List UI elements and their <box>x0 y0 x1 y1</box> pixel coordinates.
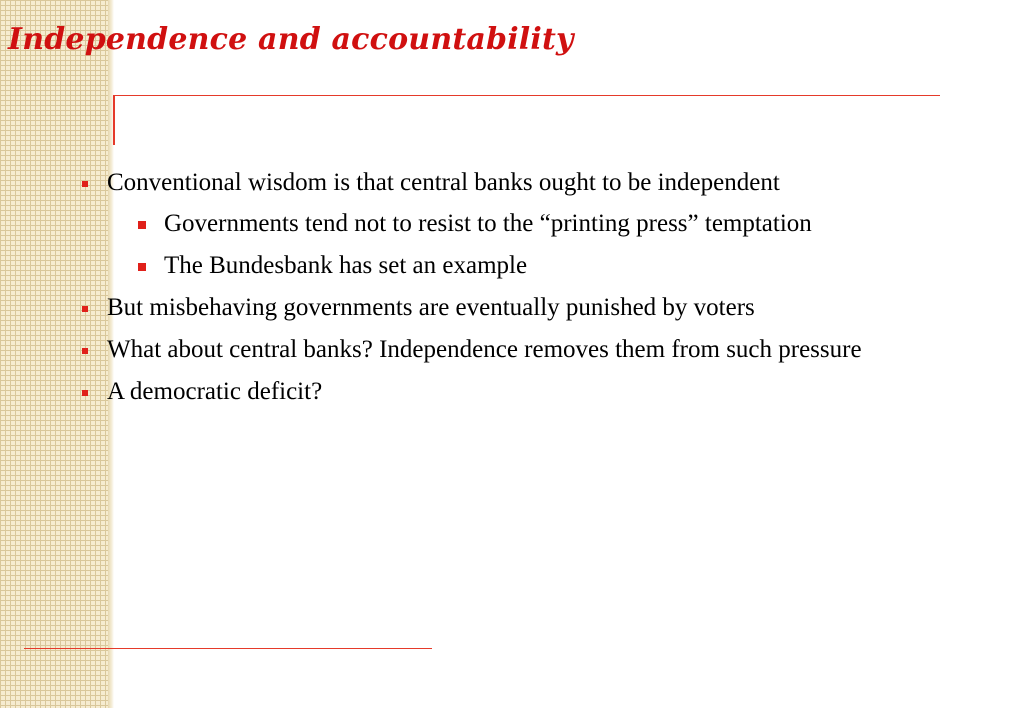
bullet-square-icon <box>82 181 88 187</box>
bullet-text: But misbehaving governments are eventually punished by voters <box>107 294 755 321</box>
bullet-text: Conventional wisdom is that central banks ought to be independent <box>107 169 780 196</box>
sub-bullet-square-icon <box>138 263 146 271</box>
bullet-item <box>78 166 978 282</box>
title-underline-rule <box>113 95 940 96</box>
sub-bullet-text: The Bundesbank has set an example <box>164 252 528 279</box>
sub-bullet-item <box>135 249 978 282</box>
slide-body <box>78 166 978 417</box>
bullet-square-icon <box>82 348 88 354</box>
bullet-square-icon <box>82 306 88 312</box>
sub-bullet-item <box>135 207 978 240</box>
sub-bullet-square-icon <box>138 221 146 229</box>
bullet-square-icon <box>82 390 88 396</box>
slide-title: Independence and accountability <box>8 22 574 57</box>
footer-rule <box>24 648 432 649</box>
sub-bullet-list <box>107 207 978 282</box>
bullet-text: A democratic deficit? <box>107 378 323 405</box>
bullet-text: What about central banks? Independence removes them from such pressure <box>107 336 862 363</box>
bullet-list <box>78 166 978 408</box>
title-vertical-rule <box>113 95 115 145</box>
sub-bullet-text: Governments tend not to resist to the “printing press” temptation <box>164 210 812 237</box>
bullet-item <box>78 333 978 366</box>
bullet-item <box>78 291 978 324</box>
bullet-item <box>78 375 978 408</box>
